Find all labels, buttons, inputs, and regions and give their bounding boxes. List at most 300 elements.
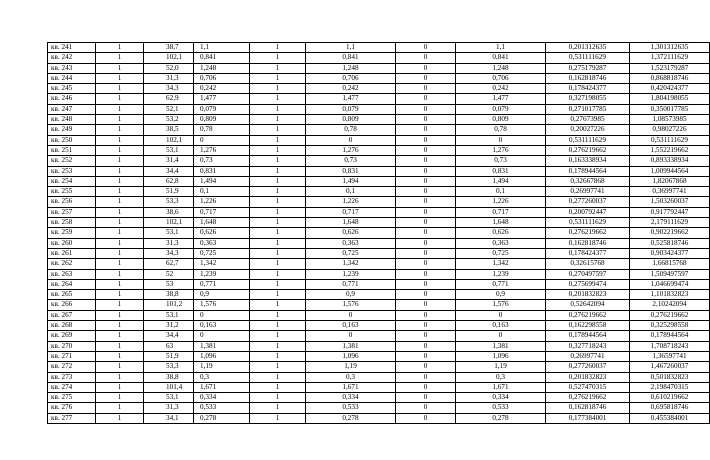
table-cell: кв. 267 [48, 310, 96, 320]
table-body [48, 43, 710, 424]
table-cell: 1 [96, 145, 144, 155]
table-row [48, 403, 710, 413]
table-cell: 1 [96, 331, 144, 341]
table-cell: 0,32615768 [546, 259, 630, 269]
table-cell: 0,531111629 [546, 218, 630, 228]
table-cell: 0,841 [456, 53, 546, 63]
table-cell: 1 [250, 104, 306, 114]
table-cell: 0,278 [306, 413, 396, 423]
table-cell: 0,533 [194, 403, 250, 413]
table-cell: 0,178424377 [546, 248, 630, 258]
table-cell: 1,19 [306, 362, 396, 372]
table-cell: 1 [96, 259, 144, 269]
table-cell: 53,3 [144, 362, 194, 372]
table-row [48, 290, 710, 300]
table-cell: 0,26997741 [546, 187, 630, 197]
table-cell: 1,648 [456, 218, 546, 228]
table-cell: кв. 266 [48, 300, 96, 310]
table-cell: 0,533 [306, 403, 396, 413]
table-cell: 53,1 [144, 145, 194, 155]
table-row [48, 176, 710, 186]
table-cell: 1 [96, 341, 144, 351]
table-cell: 0,1 [306, 187, 396, 197]
table-cell: 0 [396, 115, 456, 125]
table-cell: 0,717 [194, 207, 250, 217]
table-cell: 0,809 [306, 115, 396, 125]
table-cell: 1 [96, 228, 144, 238]
table-cell: 31,4 [144, 156, 194, 166]
table-cell: 1 [250, 207, 306, 217]
table-cell: кв. 253 [48, 166, 96, 176]
table-cell: 0,178944564 [630, 331, 710, 341]
table-cell: 0 [396, 73, 456, 83]
table-cell: 0 [396, 218, 456, 228]
table-cell: 0,201832823 [546, 290, 630, 300]
table-cell: 0 [306, 331, 396, 341]
table-cell: 1,708718243 [630, 341, 710, 351]
table-cell: 1,101832823 [630, 290, 710, 300]
table-cell: 51,9 [144, 351, 194, 361]
table-cell: 1 [250, 310, 306, 320]
table-cell: 1 [250, 156, 306, 166]
table-cell: 1,239 [194, 269, 250, 279]
table-cell: 1 [96, 207, 144, 217]
table-cell: кв. 248 [48, 115, 96, 125]
table-cell: 1 [250, 218, 306, 228]
table-cell: 0,334 [194, 393, 250, 403]
table-row [48, 63, 710, 73]
table-cell: 0 [396, 94, 456, 104]
table-cell: 31,3 [144, 73, 194, 83]
table-cell: 0 [396, 187, 456, 197]
table-cell: 1 [96, 166, 144, 176]
table-row [48, 135, 710, 145]
table-cell: 1 [250, 176, 306, 186]
table-cell: 1 [96, 187, 144, 197]
table-cell: кв. 257 [48, 207, 96, 217]
table-cell: 0,531111629 [546, 135, 630, 145]
table-cell: 0,178944564 [546, 331, 630, 341]
table-cell: 0,78 [306, 125, 396, 135]
table-cell: 1,671 [456, 382, 546, 392]
table-cell: 0,276219662 [546, 145, 630, 155]
table-cell: кв. 254 [48, 176, 96, 186]
table-cell: 1,301312635 [630, 43, 710, 53]
table-cell: 0 [396, 63, 456, 73]
table-cell: 0 [396, 43, 456, 53]
table-cell: 1 [250, 269, 306, 279]
table-cell: 1,477 [194, 94, 250, 104]
table-cell: 53 [144, 279, 194, 289]
table-cell: 0 [396, 145, 456, 155]
table-cell: 0 [306, 135, 396, 145]
table-row [48, 197, 710, 207]
table-cell: 0 [194, 310, 250, 320]
table-cell: 0,242 [306, 84, 396, 94]
table-cell: 1,372111629 [630, 53, 710, 63]
table-cell: 0,725 [306, 248, 396, 258]
table-row [48, 238, 710, 248]
table-cell: кв. 273 [48, 372, 96, 382]
table-cell: кв. 251 [48, 145, 96, 155]
table-cell: 0 [194, 135, 250, 145]
table-cell: 0 [396, 413, 456, 423]
table-cell: 0 [396, 321, 456, 331]
table-cell: 1 [250, 321, 306, 331]
table-cell: 1 [250, 135, 306, 145]
table-cell: 1,509497597 [630, 269, 710, 279]
table-row [48, 248, 710, 258]
table-cell: 0,706 [306, 73, 396, 83]
table-cell: 1,1 [306, 43, 396, 53]
table-cell: 0,9 [194, 290, 250, 300]
table-cell: 1 [250, 372, 306, 382]
table-cell: 102,1 [144, 218, 194, 228]
table-row [48, 125, 710, 135]
table-cell: 1 [250, 331, 306, 341]
table-cell: 0,270497597 [546, 269, 630, 279]
table-cell: 1 [96, 197, 144, 207]
table-row [48, 372, 710, 382]
table-cell: кв. 244 [48, 73, 96, 83]
table-cell: 0 [306, 310, 396, 320]
table-row [48, 310, 710, 320]
table-cell: 1 [250, 166, 306, 176]
table-cell: 0 [396, 84, 456, 94]
table-cell: 53,1 [144, 228, 194, 238]
table-cell: 0 [396, 259, 456, 269]
table-cell: 1 [96, 73, 144, 83]
table-cell: 0,325298558 [630, 321, 710, 331]
table-cell: 1 [250, 362, 306, 372]
table-cell: кв. 259 [48, 228, 96, 238]
table-cell: 0,327198055 [546, 94, 630, 104]
table-cell: 1 [96, 382, 144, 392]
table-cell: 0 [396, 135, 456, 145]
table-cell: 0,3 [194, 372, 250, 382]
table-cell: 1 [250, 63, 306, 73]
table-cell: 53,3 [144, 197, 194, 207]
table-cell: 0,610219662 [630, 393, 710, 403]
table-cell: кв. 242 [48, 53, 96, 63]
table-cell: 1 [250, 115, 306, 125]
table-cell: 31,3 [144, 238, 194, 248]
table-cell: 2,198470315 [630, 382, 710, 392]
table-cell: 0,455384001 [630, 413, 710, 423]
table-cell: 1,226 [306, 197, 396, 207]
table-cell: 1 [96, 300, 144, 310]
table-cell: кв. 250 [48, 135, 96, 145]
table-row [48, 166, 710, 176]
table-cell: 0,626 [306, 228, 396, 238]
table-cell: 1,342 [306, 259, 396, 269]
table-cell: 0,626 [194, 228, 250, 238]
table-cell: 0,9 [456, 290, 546, 300]
table-cell: 0,163 [194, 321, 250, 331]
table-cell: 0,327718243 [546, 341, 630, 351]
table-cell: 1 [96, 310, 144, 320]
table-cell: 0,276219662 [546, 310, 630, 320]
table-cell: 0,902219662 [630, 228, 710, 238]
table-row [48, 413, 710, 423]
table-cell: 101,2 [144, 300, 194, 310]
table-cell: 0,831 [306, 166, 396, 176]
table-cell: 1 [250, 341, 306, 351]
table-cell: 1 [96, 290, 144, 300]
table-row [48, 207, 710, 217]
table-cell: 1 [250, 125, 306, 135]
table-cell: 1 [96, 321, 144, 331]
table-cell: 0,52642094 [546, 300, 630, 310]
table-cell: 0 [396, 197, 456, 207]
table-cell: 63 [144, 341, 194, 351]
table-cell: 53,2 [144, 115, 194, 125]
table-cell: 1 [96, 351, 144, 361]
table-cell: 0,809 [456, 115, 546, 125]
table-cell: 1 [250, 300, 306, 310]
table-cell: 34,1 [144, 413, 194, 423]
table-cell: 1,19 [456, 362, 546, 372]
table-cell: 1 [96, 279, 144, 289]
table-cell: 0,78 [194, 125, 250, 135]
table-cell: 0,893338934 [630, 156, 710, 166]
table-cell: 0 [396, 382, 456, 392]
table-cell: кв. 243 [48, 63, 96, 73]
table-row [48, 94, 710, 104]
table-cell: 1 [250, 94, 306, 104]
table-cell: 0,706 [456, 73, 546, 83]
table-cell: 1 [250, 73, 306, 83]
table-cell: 1,576 [306, 300, 396, 310]
table-cell: 1,494 [456, 176, 546, 186]
table-cell: кв. 249 [48, 125, 96, 135]
table-cell: 1 [96, 362, 144, 372]
table-cell: 1 [96, 413, 144, 423]
table-cell: 0,868818746 [630, 73, 710, 83]
table-row [48, 393, 710, 403]
table-cell: 38,5 [144, 125, 194, 135]
table-cell: 1,671 [306, 382, 396, 392]
table-cell: 0,725 [456, 248, 546, 258]
table-cell: 0,27673985 [546, 115, 630, 125]
table-cell: 0,334 [306, 393, 396, 403]
table-cell: 0,9 [306, 290, 396, 300]
table-cell: 0 [396, 228, 456, 238]
table-cell: 1 [250, 197, 306, 207]
table-row [48, 321, 710, 331]
table-cell: 1 [96, 135, 144, 145]
table-cell: 1 [250, 290, 306, 300]
table-cell: 0,162298558 [546, 321, 630, 331]
table-cell: 0,917792447 [630, 207, 710, 217]
table-cell: 1,096 [194, 351, 250, 361]
table-cell: 0,162818746 [546, 403, 630, 413]
table-cell: 38,8 [144, 290, 194, 300]
table-cell: 0,079 [456, 104, 546, 114]
table-cell: 0 [194, 331, 250, 341]
table-cell: 0,809 [194, 115, 250, 125]
table-cell: кв. 272 [48, 362, 96, 372]
table-row [48, 145, 710, 155]
table-cell: 0,278 [194, 413, 250, 423]
table-cell: 1 [250, 351, 306, 361]
table-cell: 1,342 [194, 259, 250, 269]
table-cell: кв. 274 [48, 382, 96, 392]
table-cell: 0,177384001 [546, 413, 630, 423]
table-cell: 0 [456, 135, 546, 145]
table-cell: 1 [250, 248, 306, 258]
table-cell: 1,08573985 [630, 115, 710, 125]
table-cell: 0,363 [456, 238, 546, 248]
table-cell: 1,381 [194, 341, 250, 351]
table-cell: 0 [396, 351, 456, 361]
table-cell: 1,248 [456, 63, 546, 73]
table-cell: 0,363 [194, 238, 250, 248]
table-cell: 1,804198055 [630, 94, 710, 104]
table-cell: 0,242 [194, 84, 250, 94]
table-cell: 0,163 [456, 321, 546, 331]
table-cell: 0,3 [456, 372, 546, 382]
table-cell: 1 [96, 372, 144, 382]
table-cell: 0 [456, 331, 546, 341]
table-cell: 31,3 [144, 403, 194, 413]
table-row [48, 43, 710, 53]
table-cell: 1,276 [456, 145, 546, 155]
table-cell: 0,178944564 [546, 166, 630, 176]
table-cell: 1,523179287 [630, 63, 710, 73]
table-cell: 1 [96, 125, 144, 135]
table-cell: кв. 262 [48, 259, 96, 269]
table-cell: 1,648 [306, 218, 396, 228]
table-cell: 0,350017785 [630, 104, 710, 114]
table-cell: 1,342 [456, 259, 546, 269]
table-cell: 1 [250, 403, 306, 413]
table-cell: 1,503260037 [630, 197, 710, 207]
table-cell: 0,201832823 [546, 372, 630, 382]
table-cell: 38,7 [144, 43, 194, 53]
table-cell: 34,4 [144, 166, 194, 176]
table-cell: 1,226 [194, 197, 250, 207]
table-cell: 1 [250, 279, 306, 289]
table-cell: кв. 264 [48, 279, 96, 289]
table-cell: 1 [96, 84, 144, 94]
table-cell: кв. 276 [48, 403, 96, 413]
table-cell: 0 [396, 176, 456, 186]
table-cell: 1,477 [456, 94, 546, 104]
table-cell: 0 [396, 279, 456, 289]
table-row [48, 279, 710, 289]
table-cell: 1,276 [194, 145, 250, 155]
table-cell: 0,271017785 [546, 104, 630, 114]
table-cell: 62,8 [144, 176, 194, 186]
table-cell: 0,276219662 [546, 228, 630, 238]
table-cell: 1,096 [306, 351, 396, 361]
table-cell: 1 [96, 94, 144, 104]
table-cell: 0,200792447 [546, 207, 630, 217]
table-cell: 0,277260037 [546, 362, 630, 372]
table-cell: 1,671 [194, 382, 250, 392]
table-cell: 1 [250, 187, 306, 197]
table-cell: 0,1 [456, 187, 546, 197]
table-cell: 1 [96, 238, 144, 248]
table-cell: 0,73 [194, 156, 250, 166]
table-row [48, 84, 710, 94]
table-cell: 1,477 [306, 94, 396, 104]
table-cell: 1 [250, 53, 306, 63]
table-cell: 0 [456, 310, 546, 320]
table-cell: 1,36597741 [630, 351, 710, 361]
table-cell: 1 [96, 218, 144, 228]
table-cell: кв. 263 [48, 269, 96, 279]
table-cell: 1 [250, 382, 306, 392]
table-cell: 0,201312635 [546, 43, 630, 53]
table-cell: 51,9 [144, 187, 194, 197]
table-cell: 0,501832823 [630, 372, 710, 382]
table-cell: 0 [396, 125, 456, 135]
table-cell: 0,079 [194, 104, 250, 114]
table-cell: 0,162818746 [546, 73, 630, 83]
table-cell: 0,725 [194, 248, 250, 258]
table-cell: 0,73 [306, 156, 396, 166]
table-cell: 0 [396, 362, 456, 372]
table-cell: 1,576 [194, 300, 250, 310]
table-cell: 1 [250, 228, 306, 238]
table-cell: 52,1 [144, 104, 194, 114]
table-cell: кв. 258 [48, 218, 96, 228]
table-cell: 1 [96, 393, 144, 403]
table-cell: 38,8 [144, 372, 194, 382]
table-cell: 0,276219662 [630, 310, 710, 320]
table-cell: 0,531111629 [630, 135, 710, 145]
table-cell: кв. 277 [48, 413, 96, 423]
table-cell: 1 [96, 403, 144, 413]
table-cell: кв. 252 [48, 156, 96, 166]
table-row [48, 73, 710, 83]
table-cell: 52,0 [144, 63, 194, 73]
table-cell: 2,179111629 [630, 218, 710, 228]
table-cell: 1,276 [306, 145, 396, 155]
table-row [48, 115, 710, 125]
table-cell: 0 [396, 290, 456, 300]
table-cell: 1 [250, 238, 306, 248]
table-cell: 0,717 [306, 207, 396, 217]
table-cell: кв. 270 [48, 341, 96, 351]
table-cell: 1 [250, 259, 306, 269]
table-cell: 38,6 [144, 207, 194, 217]
table-cell: 0,98027226 [630, 125, 710, 135]
table-row [48, 382, 710, 392]
table-cell: 0,531111629 [546, 53, 630, 63]
table-cell: 0,771 [306, 279, 396, 289]
table-cell: 1,248 [194, 63, 250, 73]
table-cell: 1 [250, 43, 306, 53]
table-cell: кв. 245 [48, 84, 96, 94]
table-cell: кв. 268 [48, 321, 96, 331]
table-cell: 0,1 [194, 187, 250, 197]
table-cell: 0,275699474 [546, 279, 630, 289]
table-cell: 0,771 [456, 279, 546, 289]
table-row [48, 156, 710, 166]
table-cell: 0 [396, 372, 456, 382]
table-cell: 1,576 [456, 300, 546, 310]
table-row [48, 228, 710, 238]
table-cell: 1 [96, 115, 144, 125]
table-row [48, 269, 710, 279]
table-cell: 31,2 [144, 321, 194, 331]
document-page [47, 42, 689, 424]
table-cell: 62,7 [144, 259, 194, 269]
table-cell: 0,163338934 [546, 156, 630, 166]
